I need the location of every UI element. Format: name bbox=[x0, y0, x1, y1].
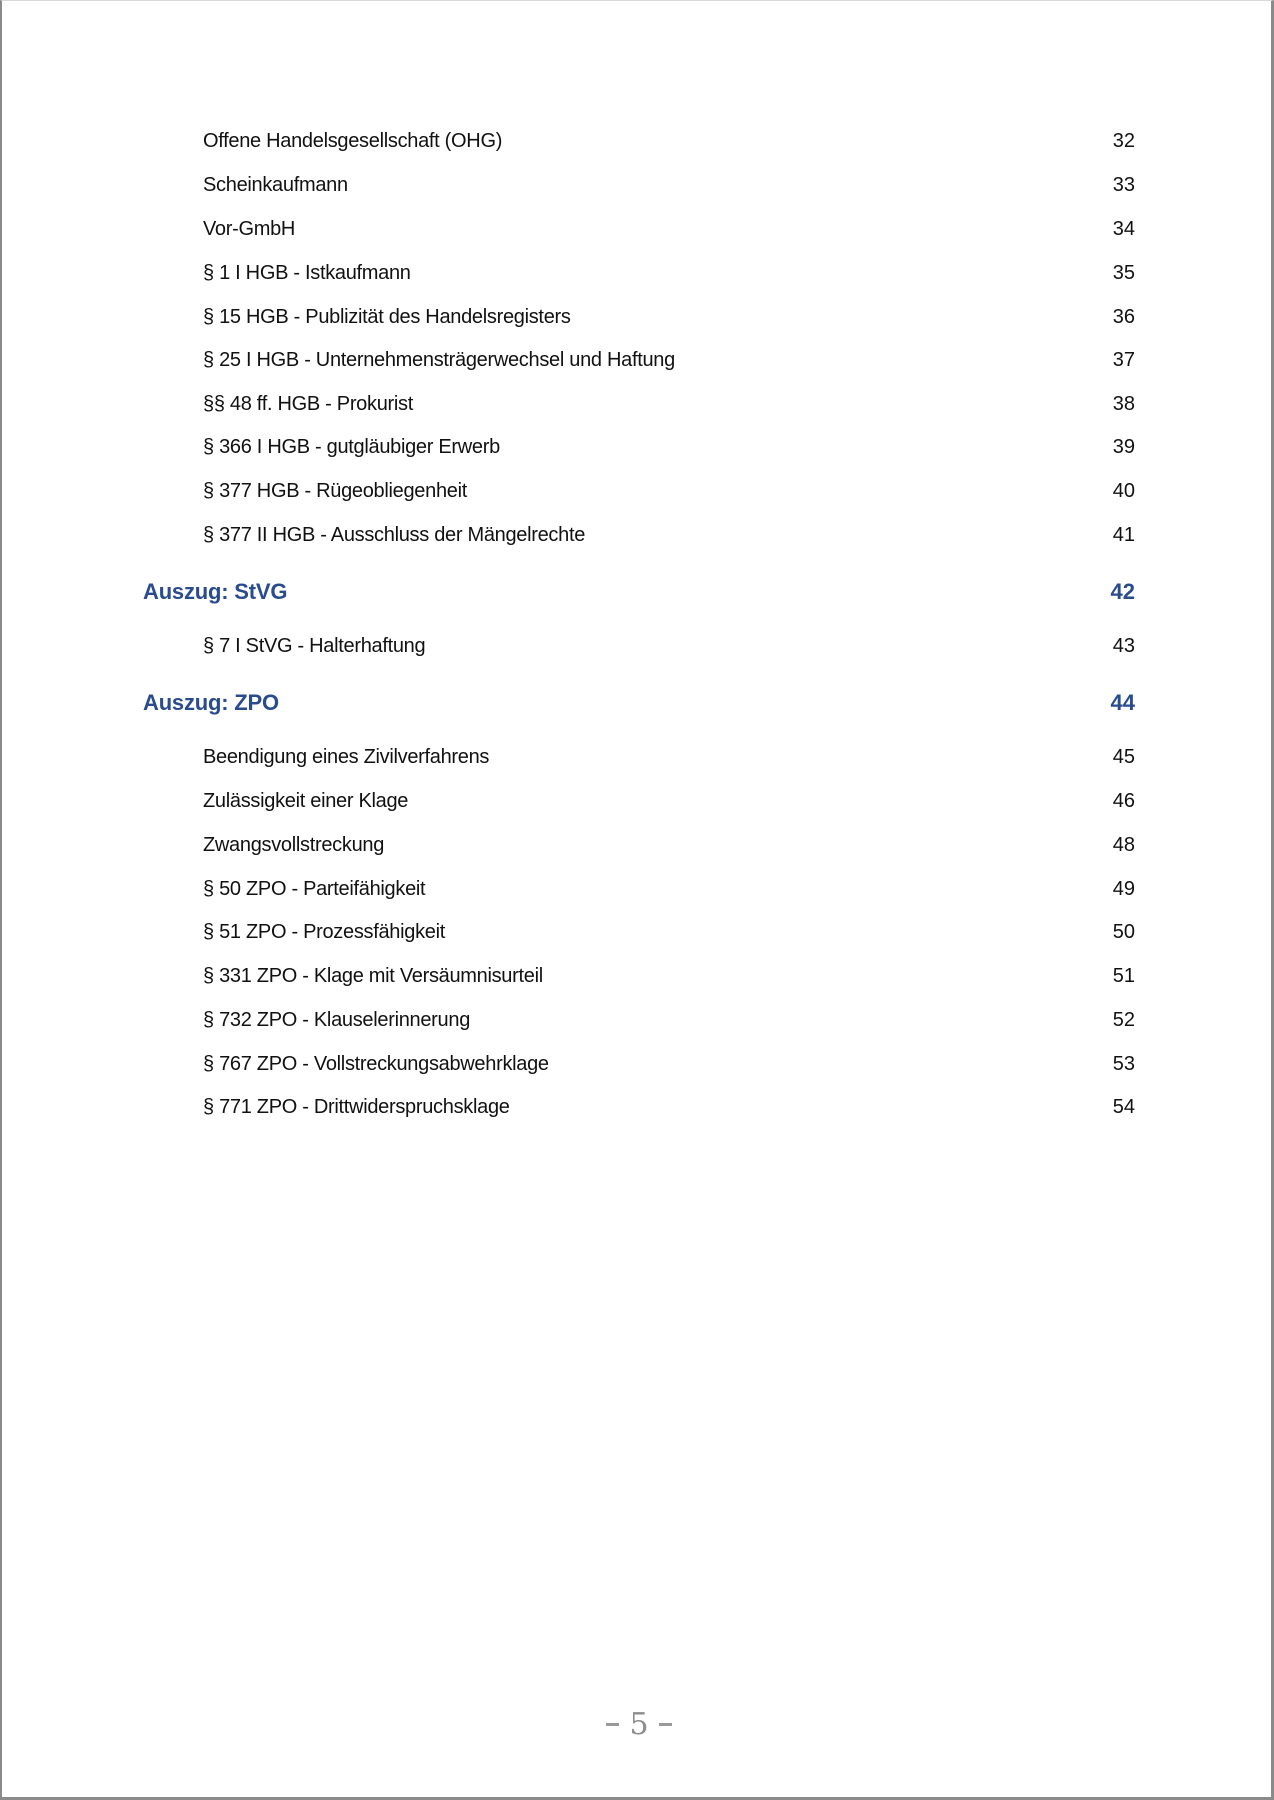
toc-entry-label: Beendigung eines Zivilverfahrens bbox=[203, 746, 490, 768]
toc-entry[interactable] bbox=[2, 520, 1274, 550]
toc-entry-page-number: 43 bbox=[1112, 635, 1135, 657]
toc-entry[interactable] bbox=[2, 432, 1274, 462]
toc-entry[interactable] bbox=[2, 1005, 1274, 1035]
toc-entry[interactable] bbox=[2, 258, 1274, 288]
toc-entry[interactable] bbox=[2, 126, 1274, 156]
toc-entry-page-number: 50 bbox=[1112, 921, 1135, 943]
toc-entry-page-number: 37 bbox=[1112, 349, 1135, 371]
toc-entry-label: § 767 ZPO - Vollstreckungsabwehrklage bbox=[203, 1053, 549, 1075]
toc-entry-page-number: 45 bbox=[1112, 746, 1135, 768]
toc-entry[interactable] bbox=[2, 917, 1274, 947]
toc-entry-page-number: 53 bbox=[1112, 1053, 1135, 1075]
toc-entry-page-number: 48 bbox=[1112, 834, 1135, 856]
toc-entry[interactable] bbox=[2, 786, 1274, 816]
toc-section-heading-label: Auszug: ZPO bbox=[143, 690, 279, 715]
toc-section-heading-page-number: 44 bbox=[1110, 690, 1135, 715]
page-number: 5 bbox=[629, 1707, 649, 1742]
toc-entry-page-number: 38 bbox=[1112, 393, 1135, 415]
toc-entry-page-number: 32 bbox=[1112, 130, 1135, 152]
toc-entry-label: § 377 II HGB - Ausschluss der Mängelrechte bbox=[203, 524, 586, 546]
footer-dash-left bbox=[606, 1723, 619, 1726]
footer-dash-right bbox=[659, 1723, 672, 1726]
toc-entry[interactable] bbox=[2, 742, 1274, 772]
toc-entry-label: § 25 I HGB - Unternehmensträgerwechsel und Haftung bbox=[203, 349, 675, 371]
toc-entry[interactable] bbox=[2, 830, 1274, 860]
toc-entry-label: Scheinkaufmann bbox=[203, 174, 348, 196]
toc-entry-label: § 1 I HGB - Istkaufmann bbox=[203, 262, 411, 284]
toc-entry-page-number: 46 bbox=[1112, 790, 1135, 812]
toc-entry[interactable] bbox=[2, 170, 1274, 200]
toc-entry-page-number: 33 bbox=[1112, 174, 1135, 196]
toc-entry-page-number: 35 bbox=[1112, 262, 1135, 284]
toc-entry[interactable] bbox=[2, 302, 1274, 332]
toc-entry[interactable] bbox=[2, 1049, 1274, 1079]
toc-entry[interactable] bbox=[2, 961, 1274, 991]
toc-entry-page-number: 36 bbox=[1112, 306, 1135, 328]
toc-entry[interactable] bbox=[2, 345, 1274, 375]
toc-entry-page-number: 39 bbox=[1112, 436, 1135, 458]
toc-entry-label: § 7 I StVG - Halterhaftung bbox=[203, 635, 426, 657]
toc-section-heading-page-number: 42 bbox=[1110, 579, 1135, 604]
toc-entry[interactable] bbox=[2, 874, 1274, 904]
toc-entry-page-number: 34 bbox=[1112, 218, 1135, 240]
toc-section-heading-stvg[interactable] bbox=[2, 577, 1274, 607]
toc-entry-label: § 366 I HGB - gutgläubiger Erwerb bbox=[203, 436, 500, 458]
toc-entry-label: § 331 ZPO - Klage mit Versäumnisurteil bbox=[203, 965, 543, 987]
toc-section-heading-label: Auszug: StVG bbox=[143, 579, 288, 604]
toc-entry[interactable] bbox=[2, 631, 1274, 661]
toc-entry-label: § 377 HGB - Rügeobliegenheit bbox=[203, 480, 468, 502]
toc-entry-page-number: 41 bbox=[1112, 524, 1135, 546]
toc-entry[interactable] bbox=[2, 1092, 1274, 1122]
toc-entry-page-number: 54 bbox=[1112, 1096, 1135, 1118]
toc-entry-label: Zwangsvollstreckung bbox=[203, 834, 385, 856]
toc-entry[interactable] bbox=[2, 214, 1274, 244]
page-footer bbox=[2, 1707, 1274, 1743]
toc-entry-page-number: 49 bbox=[1112, 878, 1135, 900]
toc-section-heading-zpo[interactable] bbox=[2, 688, 1274, 718]
toc-entry-label: § 51 ZPO - Prozessfähigkeit bbox=[203, 921, 446, 943]
toc-entry[interactable] bbox=[2, 476, 1274, 506]
toc-entry-label: §§ 48 ff. HGB - Prokurist bbox=[203, 393, 413, 415]
toc-entry-label: § 50 ZPO - Parteifähigkeit bbox=[203, 878, 426, 900]
toc-entry-label: Zulässigkeit einer Klage bbox=[203, 790, 409, 812]
toc-entry-page-number: 51 bbox=[1112, 965, 1135, 987]
toc-entry-label: § 15 HGB - Publizität des Handelsregisters bbox=[203, 306, 571, 328]
toc-entry-page-number: 40 bbox=[1112, 480, 1135, 502]
toc-entry-label: § 771 ZPO - Drittwiderspruchsklage bbox=[203, 1096, 510, 1118]
toc-entry-page-number: 52 bbox=[1112, 1009, 1135, 1031]
toc-entry[interactable] bbox=[2, 389, 1274, 419]
toc-entry-label: Offene Handelsgesellschaft (OHG) bbox=[203, 130, 503, 152]
toc-entry-label: Vor-GmbH bbox=[203, 218, 296, 240]
toc-entry-label: § 732 ZPO - Klauselerinnerung bbox=[203, 1009, 471, 1031]
